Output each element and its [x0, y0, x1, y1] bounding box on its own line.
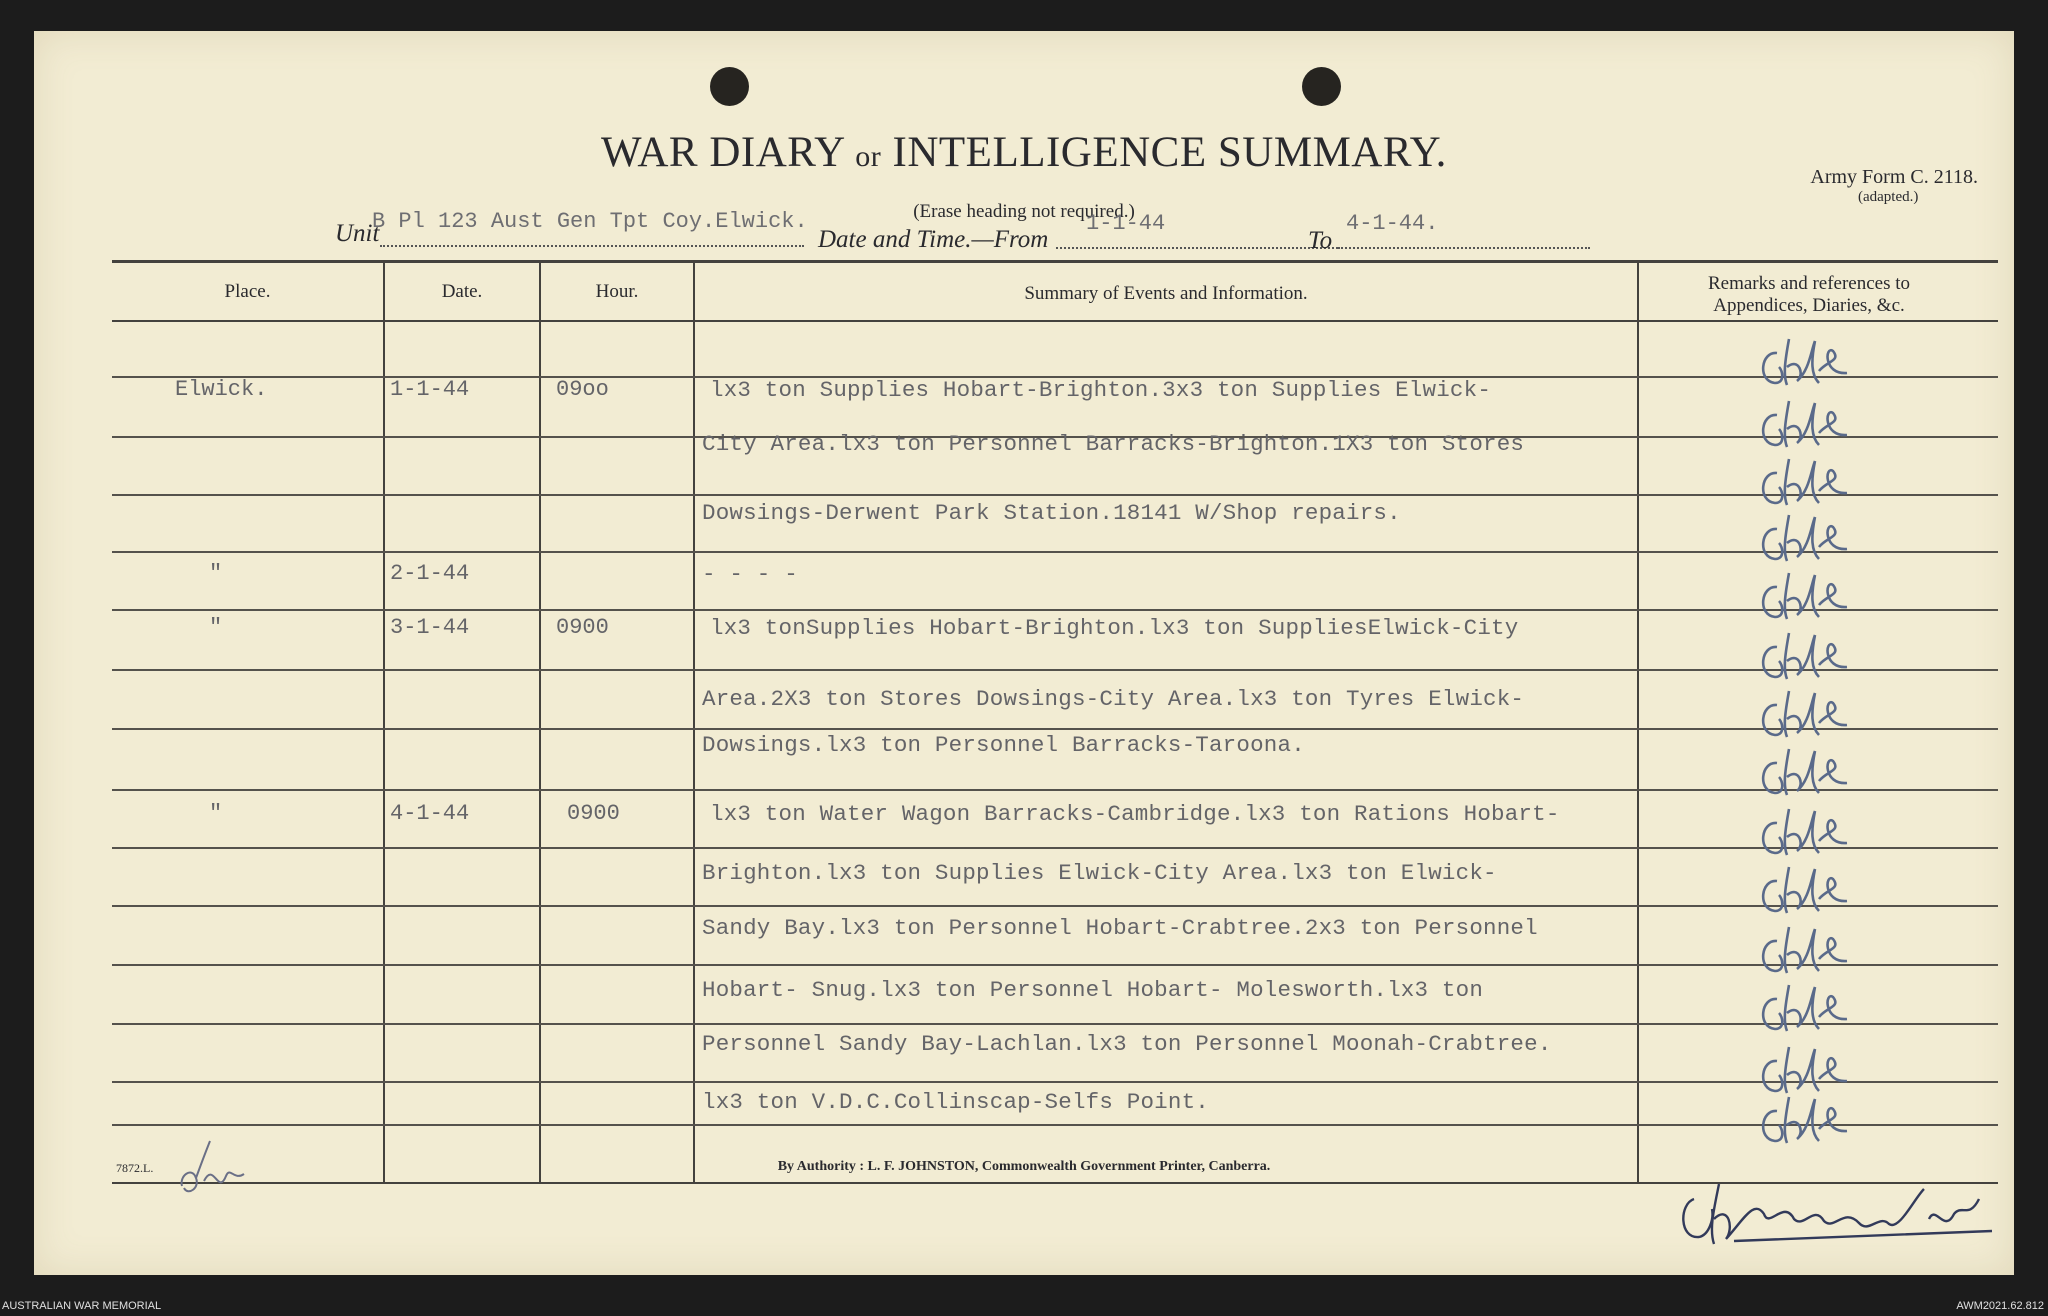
punch-hole-right — [1302, 67, 1341, 106]
erase-note: (Erase heading not required.) — [913, 201, 1135, 222]
initials-mark — [1749, 507, 1869, 569]
row-rule — [112, 905, 1998, 907]
header-date: Date. — [441, 281, 483, 302]
header-place: Place. — [224, 281, 271, 302]
col-divider-hour-summary — [693, 262, 695, 1184]
initials-mark — [1749, 565, 1869, 627]
row-rule — [112, 669, 1998, 671]
army-form-label — [1810, 166, 1978, 206]
row-summary: Personnel Sandy Bay-Lachlan.lx3 ton Personnel Moonah-Crabtree. — [702, 1031, 1552, 1057]
authority-line: By Authority : L. F. JOHNSTON, Commonwealth Government Printer, Canberra. — [777, 1159, 1271, 1174]
col-divider-date-hour — [539, 262, 541, 1184]
col-divider-place-date — [383, 262, 385, 1184]
army-form-number: Army Form C. 2118. — [1810, 166, 1978, 188]
row-place: Elwick. — [175, 377, 268, 402]
date-time-label: Date and Time.—From — [818, 226, 1049, 253]
archive-ref-right: AWM2021.62.812 — [1956, 1300, 2044, 1312]
title-war-diary: WAR DIARY — [601, 129, 845, 176]
row-summary: Area.2X3 ton Stores Dowsings-City Area.lx3 ton Tyres Elwick- — [702, 686, 1525, 712]
row-summary: - - - - — [702, 561, 798, 587]
row-rule — [112, 1023, 1998, 1025]
row-summary: lx3 ton V.D.C.Collinscap-Selfs Point. — [702, 1089, 1209, 1115]
unit-label: Unit — [335, 220, 380, 247]
row-summary: Sandy Bay.lx3 ton Personnel Hobart-Crabtree.2x3 ton Personnel — [702, 915, 1538, 941]
row-date: 2-1-44 — [390, 561, 470, 586]
row-hour: 0900 — [556, 615, 609, 640]
officer-signature — [1674, 1159, 2004, 1254]
punch-hole-left — [710, 67, 749, 106]
row-summary: lx3 ton Supplies Hobart-Brighton.3x3 ton Supplies Elwick- — [710, 377, 1492, 403]
row-rule — [112, 789, 1998, 791]
col-divider-summary-remarks — [1637, 262, 1639, 1184]
header-bottom-rule — [112, 320, 1998, 322]
army-form-adapted: (adapted.) — [1858, 189, 1919, 205]
from-dotted-line — [1056, 247, 1338, 249]
row-rule — [112, 494, 1998, 496]
to-value: 4-1-44. — [1346, 211, 1439, 236]
row-date: 4-1-44 — [390, 801, 470, 826]
to-label: To — [1308, 227, 1333, 254]
row-rule — [112, 964, 1998, 966]
row-rule — [112, 551, 1998, 553]
form-title — [34, 128, 2014, 177]
row-place: " — [209, 801, 223, 826]
row-summary: City Area.lx3 ton Personnel Barracks-Brighton.1X3 ton Stores — [702, 431, 1525, 457]
war-diary-sheet — [34, 31, 2014, 1275]
row-hour: 09oo — [556, 377, 609, 402]
row-place: " — [209, 561, 223, 586]
row-summary: Dowsings-Derwent Park Station.18141 W/Shop repairs. — [702, 500, 1401, 526]
unit-value: B Pl 123 Aust Gen Tpt Coy.Elwick. — [372, 209, 808, 234]
table-top-rule — [112, 260, 1998, 263]
row-rule — [112, 1081, 1998, 1083]
row-summary: Brighton.lx3 ton Supplies Elwick-City Area.lx3 ton Elwick- — [702, 860, 1497, 886]
row-rule — [112, 1124, 1998, 1126]
initials-mark — [1749, 741, 1869, 803]
initials-mark — [1749, 801, 1869, 863]
row-date: 3-1-44 — [390, 615, 470, 640]
initials-mark — [1749, 977, 1869, 1039]
row-date: 1-1-44 — [390, 377, 470, 402]
row-rule — [112, 728, 1998, 730]
form-code: 7872.L. — [116, 1161, 154, 1175]
initials-mark — [1749, 451, 1869, 513]
initials-mark — [1749, 625, 1869, 687]
row-rule — [112, 847, 1998, 849]
initials-mark — [1749, 859, 1869, 921]
initials-mark — [1749, 1089, 1869, 1151]
title-intelligence-summary: INTELLIGENCE SUMMARY. — [892, 129, 1447, 176]
initials-mark — [1749, 919, 1869, 981]
row-rule — [112, 609, 1998, 611]
archive-label-left: AUSTRALIAN WAR MEMORIAL — [2, 1300, 162, 1312]
title-or: or — [855, 140, 882, 173]
header-hour: Hour. — [595, 281, 639, 302]
row-summary: lx3 tonSupplies Hobart-Brighton.lx3 ton SuppliesElwick-City — [710, 615, 1519, 641]
row-summary: Dowsings.lx3 ton Personnel Barracks-Taroona. — [702, 732, 1305, 758]
row-summary: lx3 ton Water Wagon Barracks-Cambridge.lx3 ton Rations Hobart- — [710, 801, 1560, 827]
header-summary: Summary of Events and Information. — [1024, 283, 1308, 304]
initials-mark — [1749, 331, 1869, 393]
header-remarks: Remarks and references to Appendices, Diaries, &c. — [1707, 273, 1911, 316]
from-value: 1-1-44 — [1086, 211, 1166, 236]
initials-mark — [1749, 683, 1869, 745]
row-hour: 0900 — [567, 801, 620, 826]
to-dotted-line — [1338, 247, 1590, 249]
unit-dotted-line — [380, 245, 804, 247]
initials-mark — [1749, 393, 1869, 455]
row-summary: Hobart- Snug.lx3 ton Personnel Hobart- Molesworth.lx3 ton — [702, 977, 1484, 1003]
row-place: " — [209, 615, 223, 640]
